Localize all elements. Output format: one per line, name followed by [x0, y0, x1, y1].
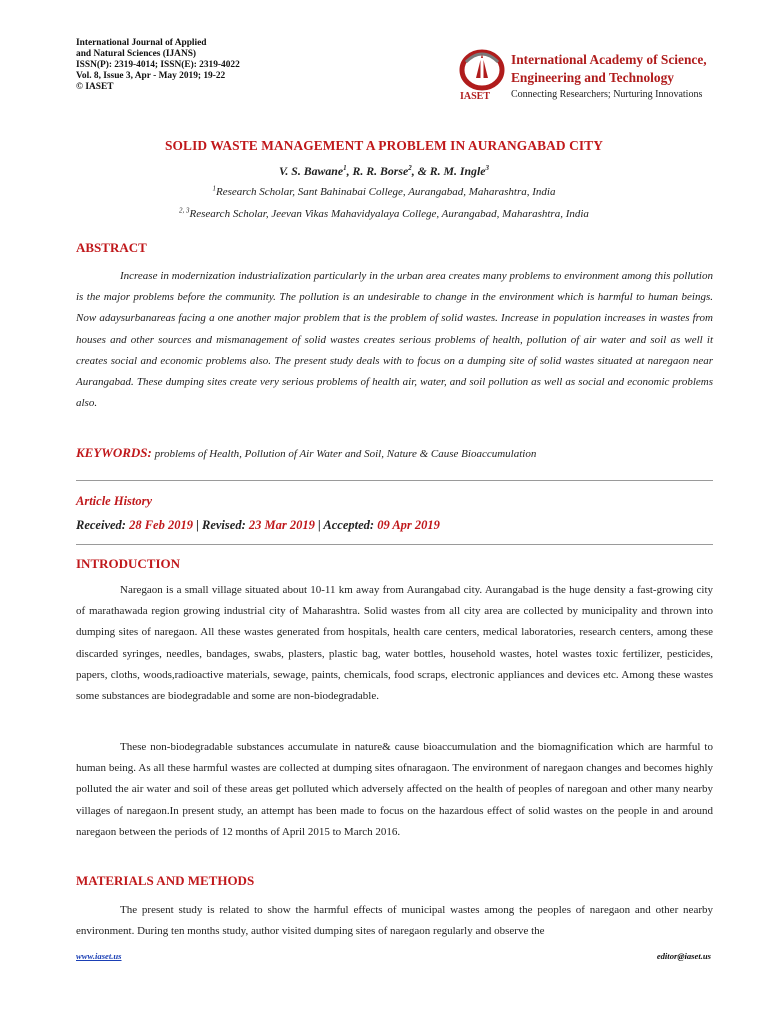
revised-label: Revised: [202, 518, 246, 532]
author-name: R. R. Borse [352, 164, 409, 178]
methods-heading: MATERIALS AND METHODS [76, 873, 255, 888]
journal-name-line2: and Natural Sciences (IJANS) [76, 49, 197, 59]
received-label: Received: [76, 518, 126, 532]
date-separator: | [314, 518, 324, 532]
affiliation-text: Research Scholar, Sant Bahinabai College, Aurangabad, Maharashtra, India [216, 186, 556, 198]
accepted-date: 09 Apr 2019 [377, 518, 440, 532]
author-name: V. S. Bawane [279, 164, 344, 178]
affiliation-sup: 1 [212, 184, 217, 193]
author-separator: , [346, 164, 353, 178]
abstract-heading: ABSTRACT [76, 240, 147, 255]
date-separator: | [192, 518, 202, 532]
journal-copyright: © IASET [76, 82, 114, 92]
publisher-name-line2: Engineering and Technology [511, 70, 674, 85]
divider [76, 480, 713, 481]
introduction-paragraph-2: These non-biodegradable substances accumulate in nature& cause bioaccumulation and the biomagnification which are harmful to human being. As all these harmful wastes are collected at dumping sites ofnaragaon. The environment of naregaon changes and becomes highly polluted the air water and soil of these areas get polluted which adversely affected on the health of peoples of naregoan and other many nearby villages of naregaon.In present study, an attempt has been made to focus on the hazardous effect of solid wastes on the people in and around naregaon between the periods of 12 months of April 2015 to March 2016. [76, 741, 713, 838]
keywords-text: problems of Health, Pollution of Air Water and Soil, Nature & Cause Bioaccumulation [154, 448, 537, 460]
publisher-name-line1: International Academy of Science, [511, 52, 707, 67]
received-date: 28 Feb 2019 [129, 518, 193, 532]
affiliation-1 [0, 186, 768, 198]
abstract-text: Increase in modernization industrialization particularly in the urban area creates many problems to environment among this pollution is the major problems before the community. The pollution is an undesirable to change in the environment which is harmful to human beings. Now adaysurbanareas facing a one another major problem that is the problem of solid wastes. Increase in population increases in wastes from houses and other sources and mismanagement of solid wastes creates serious problems of health, pollution of air water and soil as well it creates social and economic problems also. The present study deals with to focus on a dumping site of solid wastes situated at naregaon near Aurangabad. These dumping sites create very serious problems of health air, water, and soil pollution as well as social and economic problems also. [76, 270, 713, 410]
revised-date: 23 Mar 2019 [248, 518, 315, 532]
author-sup: 2 [408, 164, 412, 173]
journal-info [76, 38, 240, 93]
affiliation-text: Research Scholar, Jeevan Vikas Mahavidyalaya College, Aurangabad, Maharashtra, India [189, 208, 589, 220]
author-sup: 1 [343, 164, 347, 173]
publisher-logo [456, 48, 726, 108]
introduction-heading: INTRODUCTION [76, 556, 181, 571]
author-name: R. M. Ingle [429, 164, 486, 178]
author-separator: , & [411, 164, 430, 178]
journal-issn: ISSN(P): 2319-4014; ISSN(E): 2319-4022 [76, 60, 240, 70]
keywords [76, 445, 536, 461]
keywords-label: KEYWORDS: [76, 445, 152, 460]
affiliation-sup: 2, 3 [179, 206, 190, 215]
article-history-heading: Article History [76, 494, 153, 508]
publisher-tagline: Connecting Researchers; Nurturing Innovations [511, 89, 703, 100]
accepted-label: Accepted: [323, 518, 375, 532]
logo-abbrev: IASET [460, 91, 491, 102]
article-dates [76, 518, 440, 533]
paper-title: SOLID WASTE MANAGEMENT A PROBLEM IN AURANGABAD CITY [164, 138, 603, 153]
introduction-paragraph-1: Naregaon is a small village situated about 10-11 km away from Aurangabad city. Aurangabad is the huge density a fast-growing city of marathawada region growing industrial city of Maharashtra. Solid wastes from all city area are collected by municipality and thrown into dumping sites of naregaon. All these wastes generated from hospitals, health care centers, medical laboratories, research centers, among these discarded syringes, needles, bandages, swabs, plasters, plastic bag, water bottles, household wastes, hotel wastes toxic fertilizer, pesticides, papers, cloths, woods,radioactive materials, sewage, paints, chemicals, food scraps, electronic appliances and devices etc. Among these wastes some substances are biodegradable and some are non-biodegradable. [76, 584, 713, 703]
journal-volume: Vol. 8, Issue 3, Apr - May 2019; 19-22 [76, 71, 226, 81]
divider [76, 544, 713, 545]
affiliation-2 [0, 208, 768, 220]
author-list [0, 164, 768, 179]
methods-paragraph-1: The present study is related to show the harmful effects of municipal wastes among the peoples of naregaon and other nearby environment. During ten months study, author visited dumping sites of naregaon regularly and observe the [76, 904, 713, 938]
footer-website-link[interactable]: www.iaset.us [76, 951, 122, 961]
footer-email: editor@iaset.us [656, 951, 711, 961]
author-sup: 3 [485, 164, 489, 173]
journal-name-line1: International Journal of Applied [76, 38, 207, 48]
